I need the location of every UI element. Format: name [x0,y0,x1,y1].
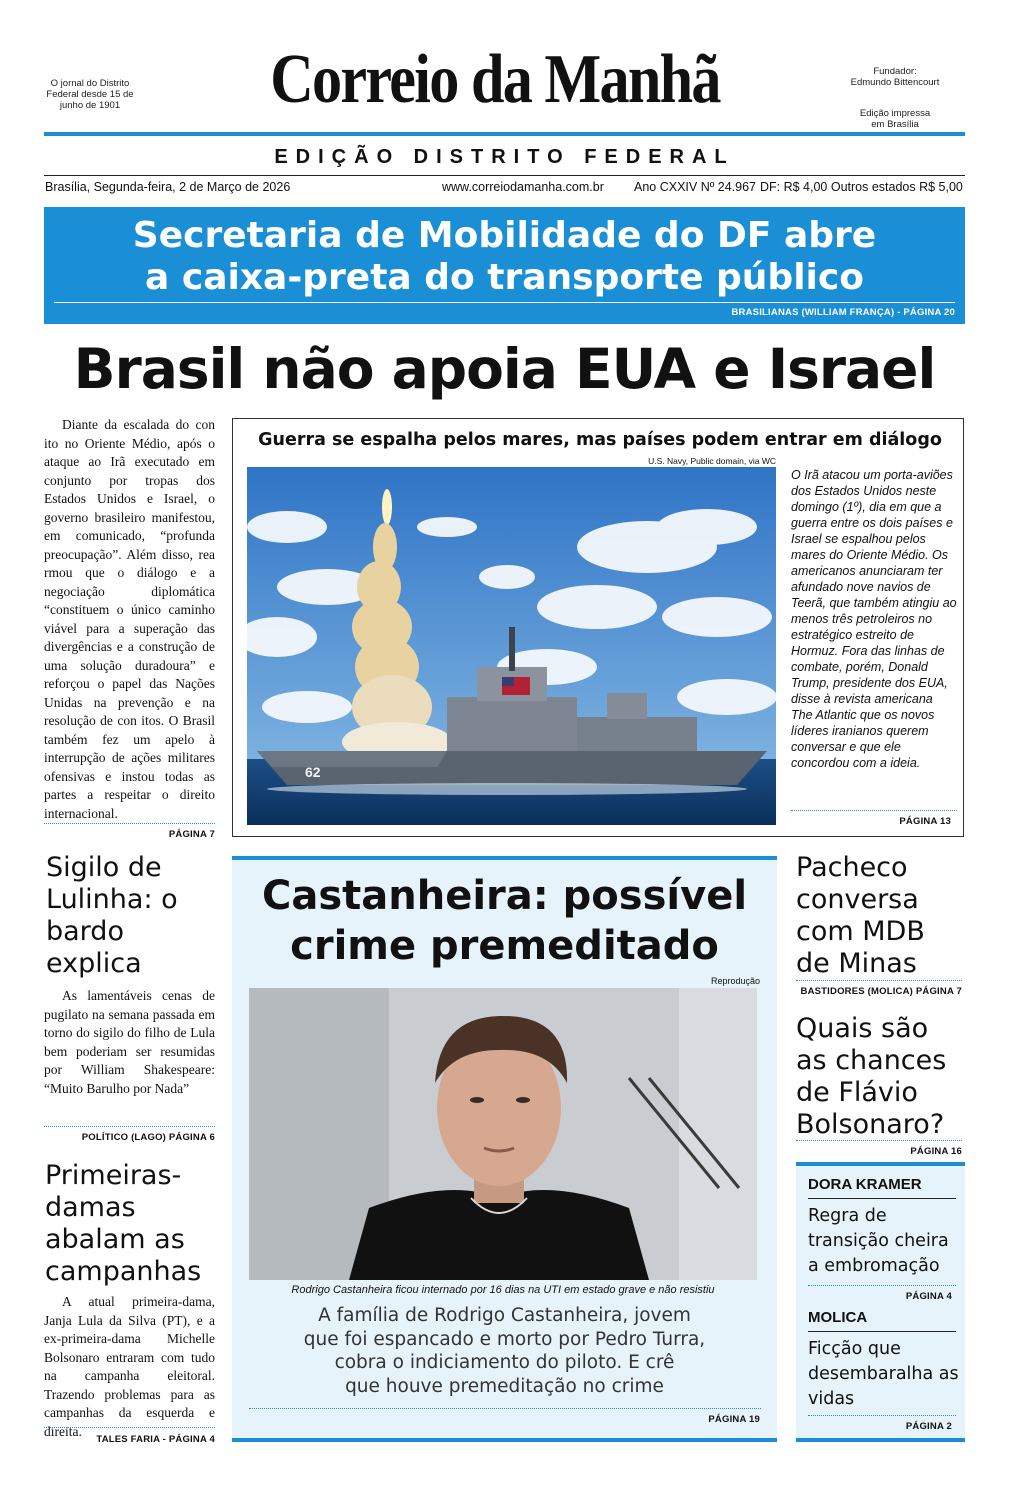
molica-rule [808,1331,956,1332]
banner-divider [54,302,955,303]
edition-note: Edição impressa em Brasília [859,108,931,130]
molica-page[interactable]: PÁGINA 2 [905,1421,952,1432]
deck-line-4: que houve premeditação no crime [345,1375,664,1397]
founder-name: Edmundo Bittencourt [850,77,940,88]
dora-kramer-text[interactable]: Regra de transição cheira a embromação [808,1206,949,1276]
castanheira-headline-line2: crime premeditado [290,923,719,969]
primeiras-damas-title[interactable]: Primeiras-damas abalam as campanhas [45,1160,202,1287]
founder-label: Fundador: [873,66,917,77]
dateline-website[interactable]: www.correiodamanha.com.br [442,180,604,194]
main-story-text: Diante da escalada do con ito no Oriente Médio, após o ataque ao Irã executado em conjunto por tropas dos Estados Unidos e Israel, o governo brasileiro manifestou, em comunicado, “profunda preocupação”. Além disso, rea rmou que o diálogo e a negociação diplomática “constituem o único caminho viável para a superação das divergências e a construção de uma solução duradoura” e reforçou o papel das Nações Unidas na prevenção e na resolução de con itos. O Brasil também fez um apelo à interrupção de ações militares ofensivas e instou todas as partes a respeitar o direito internacional. [44,417,215,821]
lulinha-text: As lamentáveis cenas de pugilato na semana passada em torno do sigilo do filho de Lula bem poderiam ser resumidas por William Shakespeare: “Muito Barulho por Nada” [44,988,215,1096]
molica-label: MOLICA [808,1309,868,1326]
castanheira-page[interactable]: PÁGINA 19 [708,1414,760,1425]
main-story-page[interactable]: PÁGINA 7 [168,829,215,840]
molica-divider [808,1415,956,1416]
war-headline: Guerra se espalha pelos mares, mas países podem entrar em diálogo [258,430,942,450]
banner-credit: BRASILIANAS (WILLIAM FRANÇA) - PÁGINA 20 [731,307,955,318]
portrait-photo-image [249,988,757,1280]
lulinha-credit[interactable]: POLÍTICO (LAGO) PÁGINA 6 [81,1132,215,1143]
warship-missile-launch-image [247,467,776,825]
banner-headline-line2: a caixa-preta do transporte público [145,257,864,298]
columnists-bottom-rule [796,1438,965,1442]
primeiras-damas-credit[interactable]: TALES FARIA - PÁGINA 4 [96,1434,215,1445]
dora-kramer-divider [808,1285,956,1286]
war-caption: O Irã atacou um porta-aviões dos Estados Unidos neste domingo (1º), dia em que a guerra entre os dois países e Israel se espalhou pelos mares do Oriente Médio. Os americanos anunciaram ter afundado nove navios de Teerã, que também atingiu ao menos três petroleiros no estratégico estreito de Hormuz. Fora das linhas de combate, porém, Donald Trump, presidente dos EUA, disse à revista americana The Atlantic que os novos líderes iranianos querem conversar e que ele concordou com a ideia. [791,468,957,770]
deck-line-3: cobra o indiciamento do piloto. E crê [334,1352,675,1373]
castanheira-deck [232,1304,777,1398]
deck-line-1: A família de Rodrigo Castanheira, jovem [318,1305,691,1326]
dateline-price: DF: R$ 4,00 Outros estados R$ 5,00 [760,180,963,194]
castanheira-divider [249,1408,761,1409]
molica-text[interactable]: Ficção que desembaralha as vidas [808,1339,959,1409]
war-page[interactable]: PÁGINA 13 [899,816,951,827]
war-photo-credit: U.S. Navy, Public domain, via WC [648,456,776,466]
banner-headline-line1: Secretaria de Mobilidade do DF abre [132,215,877,256]
dora-kramer-page[interactable]: PÁGINA 4 [905,1291,952,1302]
masthead-left-note: O jornal do Distrito Federal desde 15 de junho de 1901 [46,78,134,111]
top-banner[interactable] [44,207,965,324]
castanheira-top-rule [232,856,777,860]
edition-label: EDIÇÃO DISTRITO FEDERAL [274,146,735,168]
war-caption-divider [791,810,957,811]
dateline-issue: Ano CXXIV Nº 24.967 [634,180,756,194]
flavio-divider [796,1140,962,1141]
dora-kramer-rule [808,1198,956,1199]
castanheira-bottom-rule [232,1438,777,1442]
flavio-title[interactable]: Quais são as chances de Flávio Bolsonaro? [796,1013,947,1140]
main-story-divider [44,823,215,824]
founder-note [835,66,955,88]
hull-number: 62 [305,764,321,780]
pacheco-credit[interactable]: BASTIDORES (MOLICA) PÁGINA 7 [800,986,962,997]
castanheira-photo [249,988,757,1280]
newspaper-title[interactable]: Correio da Manhã [270,41,720,118]
castanheira-caption: Rodrigo Castanheira ficou internado por 16 dias na UTI em estado grave e não resistiu [291,1284,715,1296]
dateline-rule-top [44,175,965,176]
primeiras-damas-text: A atual primeira-dama, Janja Lula da Silva (PT), e a ex-primeira-dama Michelle Bolsonaro entraram com tudo na campanha eleitoral. Trazendo problemas para as campanhas da esquerda e direita. [44,1294,215,1439]
lulinha-divider [44,1126,215,1127]
warship-photo [247,467,776,825]
lulinha-title[interactable]: Sigilo de Lulinha: o bardo explica [46,852,178,979]
castanheira-photo-credit: Reprodução [710,976,760,986]
flavio-credit[interactable]: PÁGINA 16 [910,1146,962,1157]
deck-line-2: que foi espancado e morto por Pedro Turra, [303,1328,706,1350]
dateline-date: Brasília, Segunda-feira, 2 de Março de 2026 [45,180,291,194]
main-headline[interactable]: Brasil não apoia EUA e Israel [73,337,936,401]
columnists-top-rule [796,1162,965,1166]
dora-kramer-label: DORA KRAMER [808,1176,922,1193]
masthead-rule [44,132,965,136]
castanheira-headline-line1: Castanheira: possível [261,873,748,919]
primeiras-damas-divider [44,1427,215,1428]
pacheco-divider [796,980,962,981]
pacheco-title[interactable]: Pacheco conversa com MDB de Minas [796,852,925,979]
